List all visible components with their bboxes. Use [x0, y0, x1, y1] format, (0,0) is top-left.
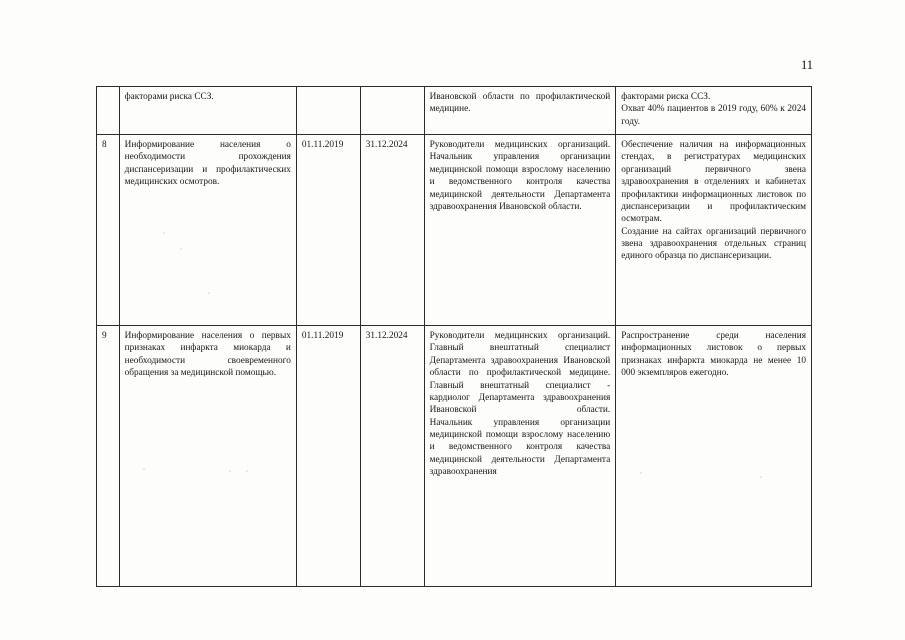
executor-text: Ивановской области по профилактической медицине.	[429, 92, 611, 115]
measures-table	[96, 86, 812, 587]
scan-speck	[143, 468, 145, 470]
measure-cell	[119, 87, 296, 135]
date-start-cell: 01.11.2019	[296, 135, 360, 326]
row-number-cell	[97, 87, 120, 135]
date-start-cell	[296, 87, 360, 135]
table-row	[97, 135, 812, 326]
scan-speck	[180, 248, 182, 250]
result-cell	[616, 135, 812, 326]
measure-cell	[119, 326, 296, 587]
table-row	[97, 326, 812, 587]
measure-text: Информирование населения о первых признаках инфаркта миокарда и необходимости своевременного обращения за медицинской помощью.	[124, 331, 291, 379]
executor-text: Главный внештатный специалист - кардиолог Департамента здравоохранения Ивановской области.	[429, 380, 611, 416]
measure-text: факторами риска ССЗ.	[124, 92, 214, 102]
table-row	[97, 87, 812, 135]
executor-text: Главный внештатный специалист Департамента здравоохранения Ивановской области по профилактической медицине.	[429, 343, 611, 379]
measure-cell	[119, 135, 296, 326]
scan-speck	[163, 232, 165, 234]
date-start-cell: 01.11.2019	[296, 326, 360, 587]
executor-cell	[424, 135, 616, 326]
executor-text: Начальник управления организации медицинской помощи взрослому населению и ведомственного контроля качества медицинской деятельности Департамента здравоохранения Ивановской области.	[429, 152, 611, 212]
scan-speck	[208, 292, 210, 294]
date-end-cell: 31.12.2024	[360, 135, 424, 326]
measure-text: Информирование населения о необходимости прохождения диспансеризации и профилактических медицинских осмотров.	[124, 140, 291, 188]
table-body	[97, 87, 812, 587]
scan-speck	[246, 470, 248, 472]
page-number: 11	[800, 58, 813, 72]
scan-speck	[760, 476, 762, 478]
result-text: факторами риска ССЗ.	[621, 92, 711, 102]
result-text: Обеспечение наличия на информационных стендах, в регистратурах медицинских организаций первичного звена здравоохранения в отделениях и кабинетах профилактики информационных листовок по диспансеризации и профилактическим осмотрам.	[621, 140, 806, 225]
result-text: Охват 40% пациентов в 2019 году, 60% к 2024 году.	[621, 104, 806, 127]
executor-text: Руководители медицинских организаций.	[429, 140, 611, 151]
date-end-cell	[360, 87, 424, 135]
date-end-cell: 31.12.2024	[360, 326, 424, 587]
result-text: Распространение среди населения информационных листовок о первых признаках инфаркта миокарда не менее 10 000 экземпляров ежегодно.	[621, 331, 806, 379]
result-cell	[616, 87, 812, 135]
executor-cell	[424, 326, 616, 587]
scan-speck	[640, 472, 642, 474]
scan-speck	[229, 470, 231, 472]
executor-text: Руководители медицинских организаций.	[429, 331, 611, 342]
executor-cell	[424, 87, 616, 135]
result-text: Создание на сайтах организаций первичного звена здравоохранения отдельных страниц единого образца по диспансеризации.	[621, 226, 806, 262]
row-number-cell: 9	[97, 326, 120, 587]
result-cell	[616, 326, 812, 587]
row-number-cell: 8	[97, 135, 120, 326]
executor-text: Начальник управления организации медицинской помощи взрослому населению и ведомственного контроля качества медицинской деятельности Департамента здравоохранения	[429, 417, 611, 478]
